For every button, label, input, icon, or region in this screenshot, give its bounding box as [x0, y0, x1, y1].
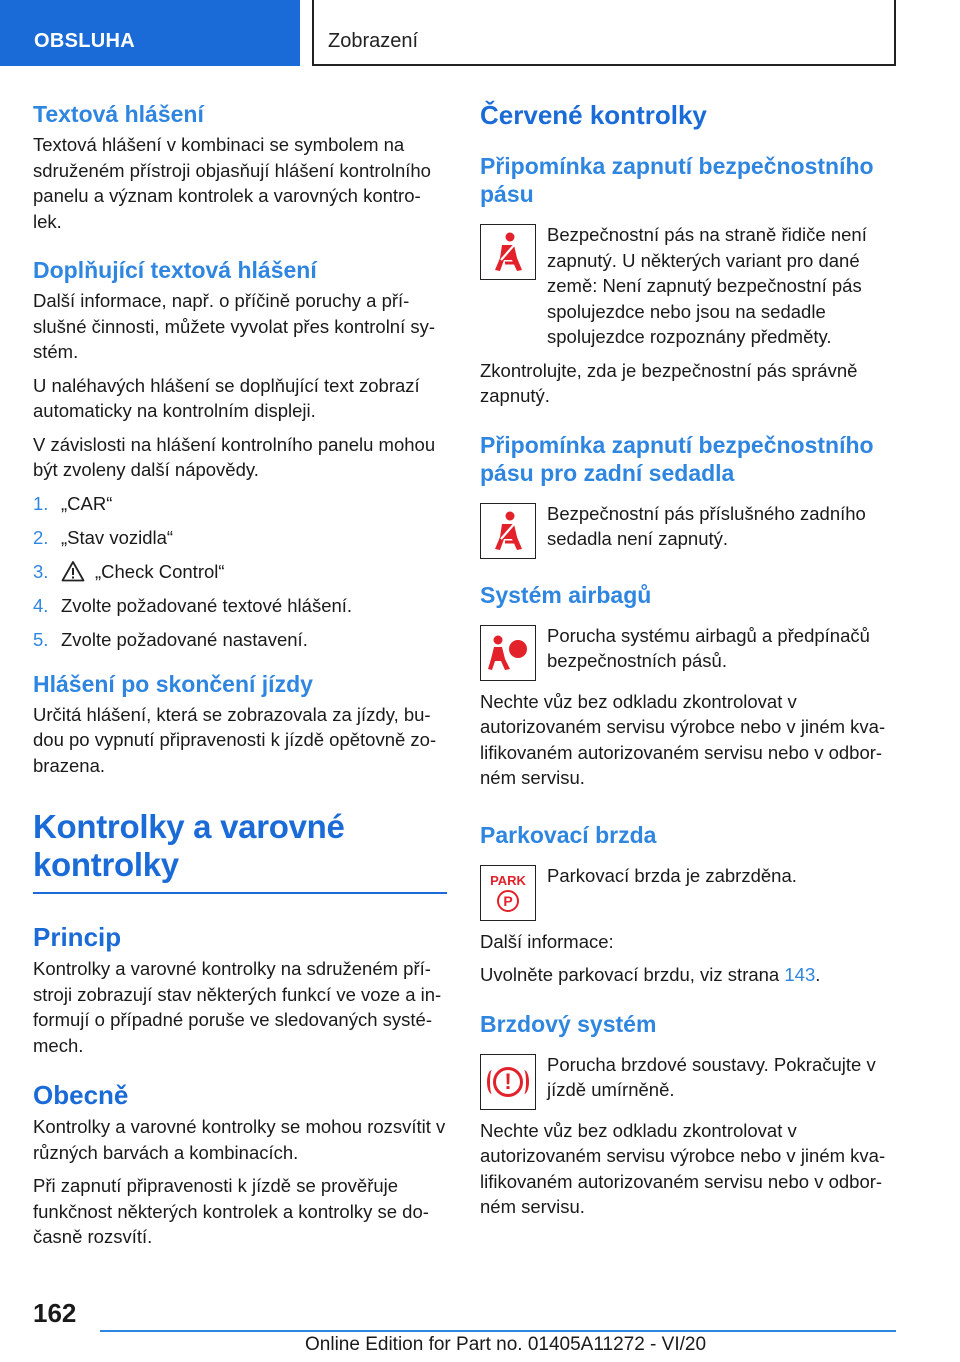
- paragraph: Textová hlášení v kombinaci se symbolem na sdruženém přístroji objasňují hlášení kontrolního panelu a význam kontrolek a varovných kontro-lek.: [33, 134, 431, 232]
- paragraph: Bezpečnostní pás příslušného zadního sedadla není zapnutý.: [547, 502, 866, 549]
- airbag-block: [480, 623, 896, 681]
- step-text: „CAR“: [61, 492, 113, 514]
- step-text: „Check Control“: [95, 560, 225, 582]
- title-divider: [33, 892, 447, 894]
- step-text: „Stav vozidla“: [61, 526, 174, 548]
- page-number: 162: [33, 1298, 77, 1328]
- warning-triangle-icon: [61, 560, 85, 582]
- paragraph: Kontrolky a varovné kontrolky se mohou rozsvítit v různých barvách a kombinacích.: [33, 1116, 446, 1163]
- step-text: Zvolte požadované textové hlášení.: [61, 594, 353, 616]
- step-number: 2.: [33, 526, 49, 548]
- right-column: [480, 100, 896, 1228]
- parking-brake-icon: PARK: [490, 872, 526, 888]
- step-number: 4.: [33, 594, 49, 616]
- brake-system-block: [480, 1052, 896, 1110]
- footer-divider: [100, 1330, 896, 1332]
- airbag-icon: [486, 633, 530, 673]
- paragraph: Porucha systému airbagů a předpínačů bezpečnostních pásů.: [547, 624, 870, 671]
- paragraph: Nechte vůz bez odkladu zkontrolovat v autorizovaném servisu výrobce nebo v jiném kva-lifikovaném autorizovaném servisu nebo v odbor-ném servisu.: [480, 690, 886, 788]
- seatbelt-rear-block: [480, 501, 896, 559]
- paragraph: Další informace:: [480, 930, 614, 952]
- heading-principle: Princip: [33, 922, 122, 952]
- chapter-title-line2: kontrolky: [33, 846, 179, 883]
- parking-brake-block: [480, 863, 896, 921]
- heading-brake-system: Brzdový systém: [480, 1010, 657, 1037]
- airbag-icon-box: [480, 625, 536, 681]
- paragraph: [480, 962, 896, 988]
- paragraph: Nechte vůz bez odkladu zkontrolovat v autorizovaném servisu výrobce nebo v jiném kva-lifikovaném autorizovaném servisu nebo v odbor-ném servisu.: [480, 1119, 886, 1217]
- heading-airbag: Systém airbagů: [480, 581, 652, 608]
- paragraph: V závislosti na hlášení kontrolního panelu mohou být zvoleny další nápovědy.: [33, 433, 436, 480]
- paragraph: Parkovací brzda je zabrzděna.: [547, 864, 797, 886]
- parking-brake-p-icon: P: [497, 890, 519, 912]
- brake-system-icon: [486, 1065, 530, 1099]
- section-tab: OBSLUHA: [0, 0, 300, 66]
- heading-additional-messages: Doplňující textová hlášení: [33, 257, 317, 283]
- step-text: Zvolte požadované nastavení.: [61, 628, 308, 650]
- heading-red-indicators: Červené kontrolky: [480, 100, 707, 130]
- steps-list: [33, 491, 447, 652]
- page-reference-link[interactable]: 143: [784, 964, 816, 985]
- heading-after-drive: Hlášení po skončení jízdy: [33, 670, 313, 697]
- heading-general: Obecně: [33, 1080, 129, 1110]
- parking-brake-icon-box: [480, 865, 536, 921]
- paragraph: Určitá hlášení, která se zobrazovala za jízdy, bu-dou po vypnutí připravenosti k jízdě opětovně zo-brazena.: [33, 703, 437, 776]
- paragraph: Zkontrolujte, zda je bezpečnostní pás správně zapnutý.: [480, 359, 858, 406]
- paragraph: Porucha brzdové soustavy. Pokračujte v jízdě umírněně.: [547, 1053, 876, 1100]
- seatbelt-icon-box: [480, 224, 536, 280]
- seatbelt-rear-icon-box: [480, 503, 536, 559]
- step-number: 5.: [33, 628, 49, 650]
- text-run: .: [815, 964, 821, 985]
- heading-parking-brake: Parkovací brzda: [480, 821, 657, 848]
- paragraph: Bezpečnostní pás na straně řidiče není zapnutý. U některých variant pro dané země: Není zapnutý bezpečnostní pás spolujezdce nebo jsou na sedadle spolujezdce rozpoznány předměty.: [547, 224, 867, 347]
- chapter-title: [33, 808, 447, 884]
- paragraph: Další informace, např. o příčině poruchy a pří-slušné činnosti, můžete vyvolat přes kontrolní sy-stém.: [33, 290, 436, 362]
- paragraph: Při zapnutí připravenosti k jízdě se prověřuje funkčnost některých kontrolek a kontrolky se do-časně rozsvítí.: [33, 1175, 429, 1247]
- seatbelt-block: [480, 222, 896, 350]
- exclamation-mark: !: [504, 1068, 512, 1094]
- text-run: Uvolněte parkovací brzdu, viz strana: [480, 964, 785, 985]
- seatbelt-icon: [488, 230, 528, 274]
- heading-seatbelt-rear: Připomínka zapnutí bezpečnostního pásu pro zadní sedadla: [480, 431, 874, 486]
- list-item: [33, 525, 447, 550]
- step-number: 1.: [33, 492, 49, 514]
- left-column: [33, 100, 447, 1258]
- heading-text-messages: Textová hlášení: [33, 101, 204, 127]
- list-item: [33, 627, 447, 652]
- chapter-title-line1: Kontrolky a varovné: [33, 808, 345, 845]
- footer-edition: Online Edition for Part no. 01405A11272 - VI/20: [305, 1334, 707, 1355]
- chapter-tab: Zobrazení: [312, 0, 896, 66]
- paragraph: Kontrolky a varovné kontrolky na sdruženém pří-stroji zobrazují stav některých funkcí ve voze a in-formují o případné poruše ve sledovaných systé-mech.: [33, 958, 442, 1056]
- seatbelt-icon: [488, 509, 528, 553]
- step-number: 3.: [33, 560, 49, 582]
- list-item: [33, 559, 447, 584]
- list-item: [33, 593, 447, 618]
- paragraph: U naléhavých hlášení se doplňující text zobrazí automaticky na kontrolním displeji.: [33, 374, 420, 421]
- list-item: [33, 491, 447, 516]
- brake-system-icon-box: [480, 1054, 536, 1110]
- heading-seatbelt: Připomínka zapnutí bezpečnostního pásu: [480, 153, 874, 207]
